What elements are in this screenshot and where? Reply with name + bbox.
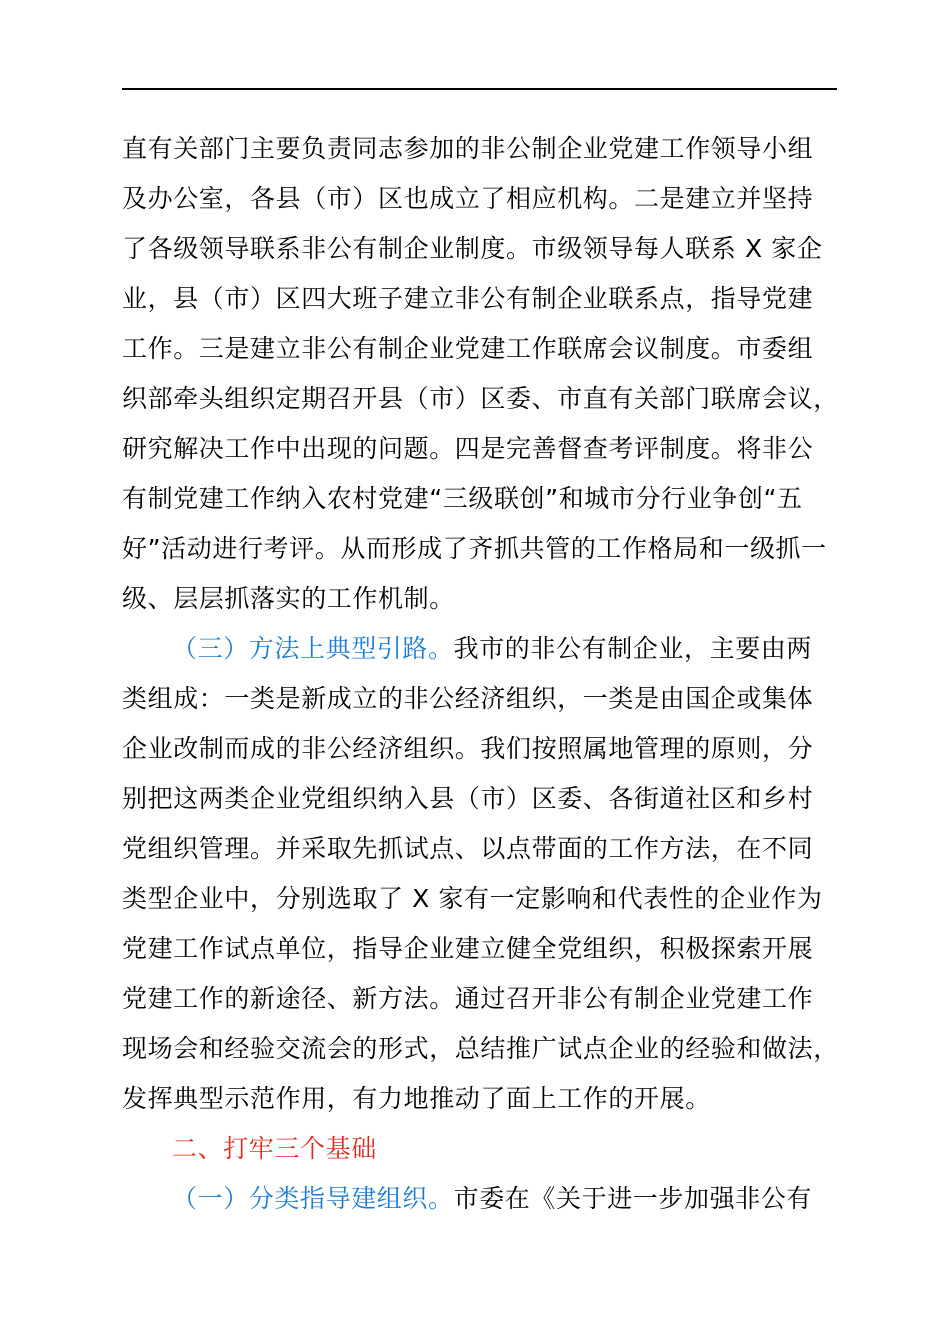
text-line: 业，县（市）区四大班子建立非公有制企业联系点，指导党建 [122, 284, 814, 313]
paragraph-1 [122, 124, 882, 624]
text-line: 及办公室，各县（市）区也成立了相应机构。二是建立并坚持 [122, 184, 814, 213]
paragraph-2 [122, 624, 882, 1124]
document-body [122, 124, 882, 1224]
section-heading: 二、打牢三个基础 [172, 1134, 377, 1163]
paragraph-3 [122, 1174, 882, 1224]
text-line: 党建工作试点单位，指导企业建立健全党组织，积极探索开展 [122, 934, 814, 963]
text-line: 研究解决工作中出现的问题。四是完善督查考评制度。将非公 [122, 434, 814, 463]
text-line: 级、层层抓落实的工作机制。 [122, 584, 455, 613]
text-line: 了各级领导联系非公有制企业制度。市级领导每人联系 X 家企 [122, 234, 823, 263]
text-run: 市委在《关于进一步加强非公有 [453, 1184, 813, 1213]
text-line: 发挥典型示范作用，有力地推动了面上工作的开展。 [122, 1084, 711, 1113]
header-rule [122, 88, 837, 90]
text-line [122, 1174, 882, 1224]
text-line: 类组成：一类是新成立的非公经济组织，一类是由国企或集体 [122, 684, 814, 713]
text-line: 好”活动进行考评。从而形成了齐抓共管的工作格局和一级抓一 [122, 534, 827, 563]
text-line: 直有关部门主要负责同志参加的非公制企业党建工作领导小组 [122, 134, 814, 163]
subheading-classified-guidance: （一）分类指导建组织。 [172, 1184, 454, 1213]
text-line: 织部牵头组织定期召开县（市）区委、市直有关部门联席会议， [122, 384, 839, 413]
text-line [122, 624, 882, 674]
text-line: 有制党建工作纳入农村党建“三级联创”和城市分行业争创“五 [122, 484, 803, 513]
text-line: 类型企业中，分别选取了 X 家有一定影响和代表性的企业作为 [122, 884, 823, 913]
text-line: 党组织管理。并采取先抓试点、以点带面的工作方法，在不同 [122, 834, 814, 863]
text-line: 党建工作的新途径、新方法。通过召开非公有制企业党建工作 [122, 984, 814, 1013]
subheading-methods: （三）方法上典型引路。 [172, 634, 454, 663]
text-line: 别把这两类企业党组织纳入县（市）区委、各街道社区和乡村 [122, 784, 814, 813]
text-line: 工作。三是建立非公有制企业党建工作联席会议制度。市委组 [122, 334, 814, 363]
text-run: 我市的非公有制企业，主要由两 [453, 634, 813, 663]
text-line: 企业改制而成的非公经济组织。我们按照属地管理的原则，分 [122, 734, 814, 763]
text-line: 现场会和经验交流会的形式，总结推广试点企业的经验和做法， [122, 1034, 839, 1063]
